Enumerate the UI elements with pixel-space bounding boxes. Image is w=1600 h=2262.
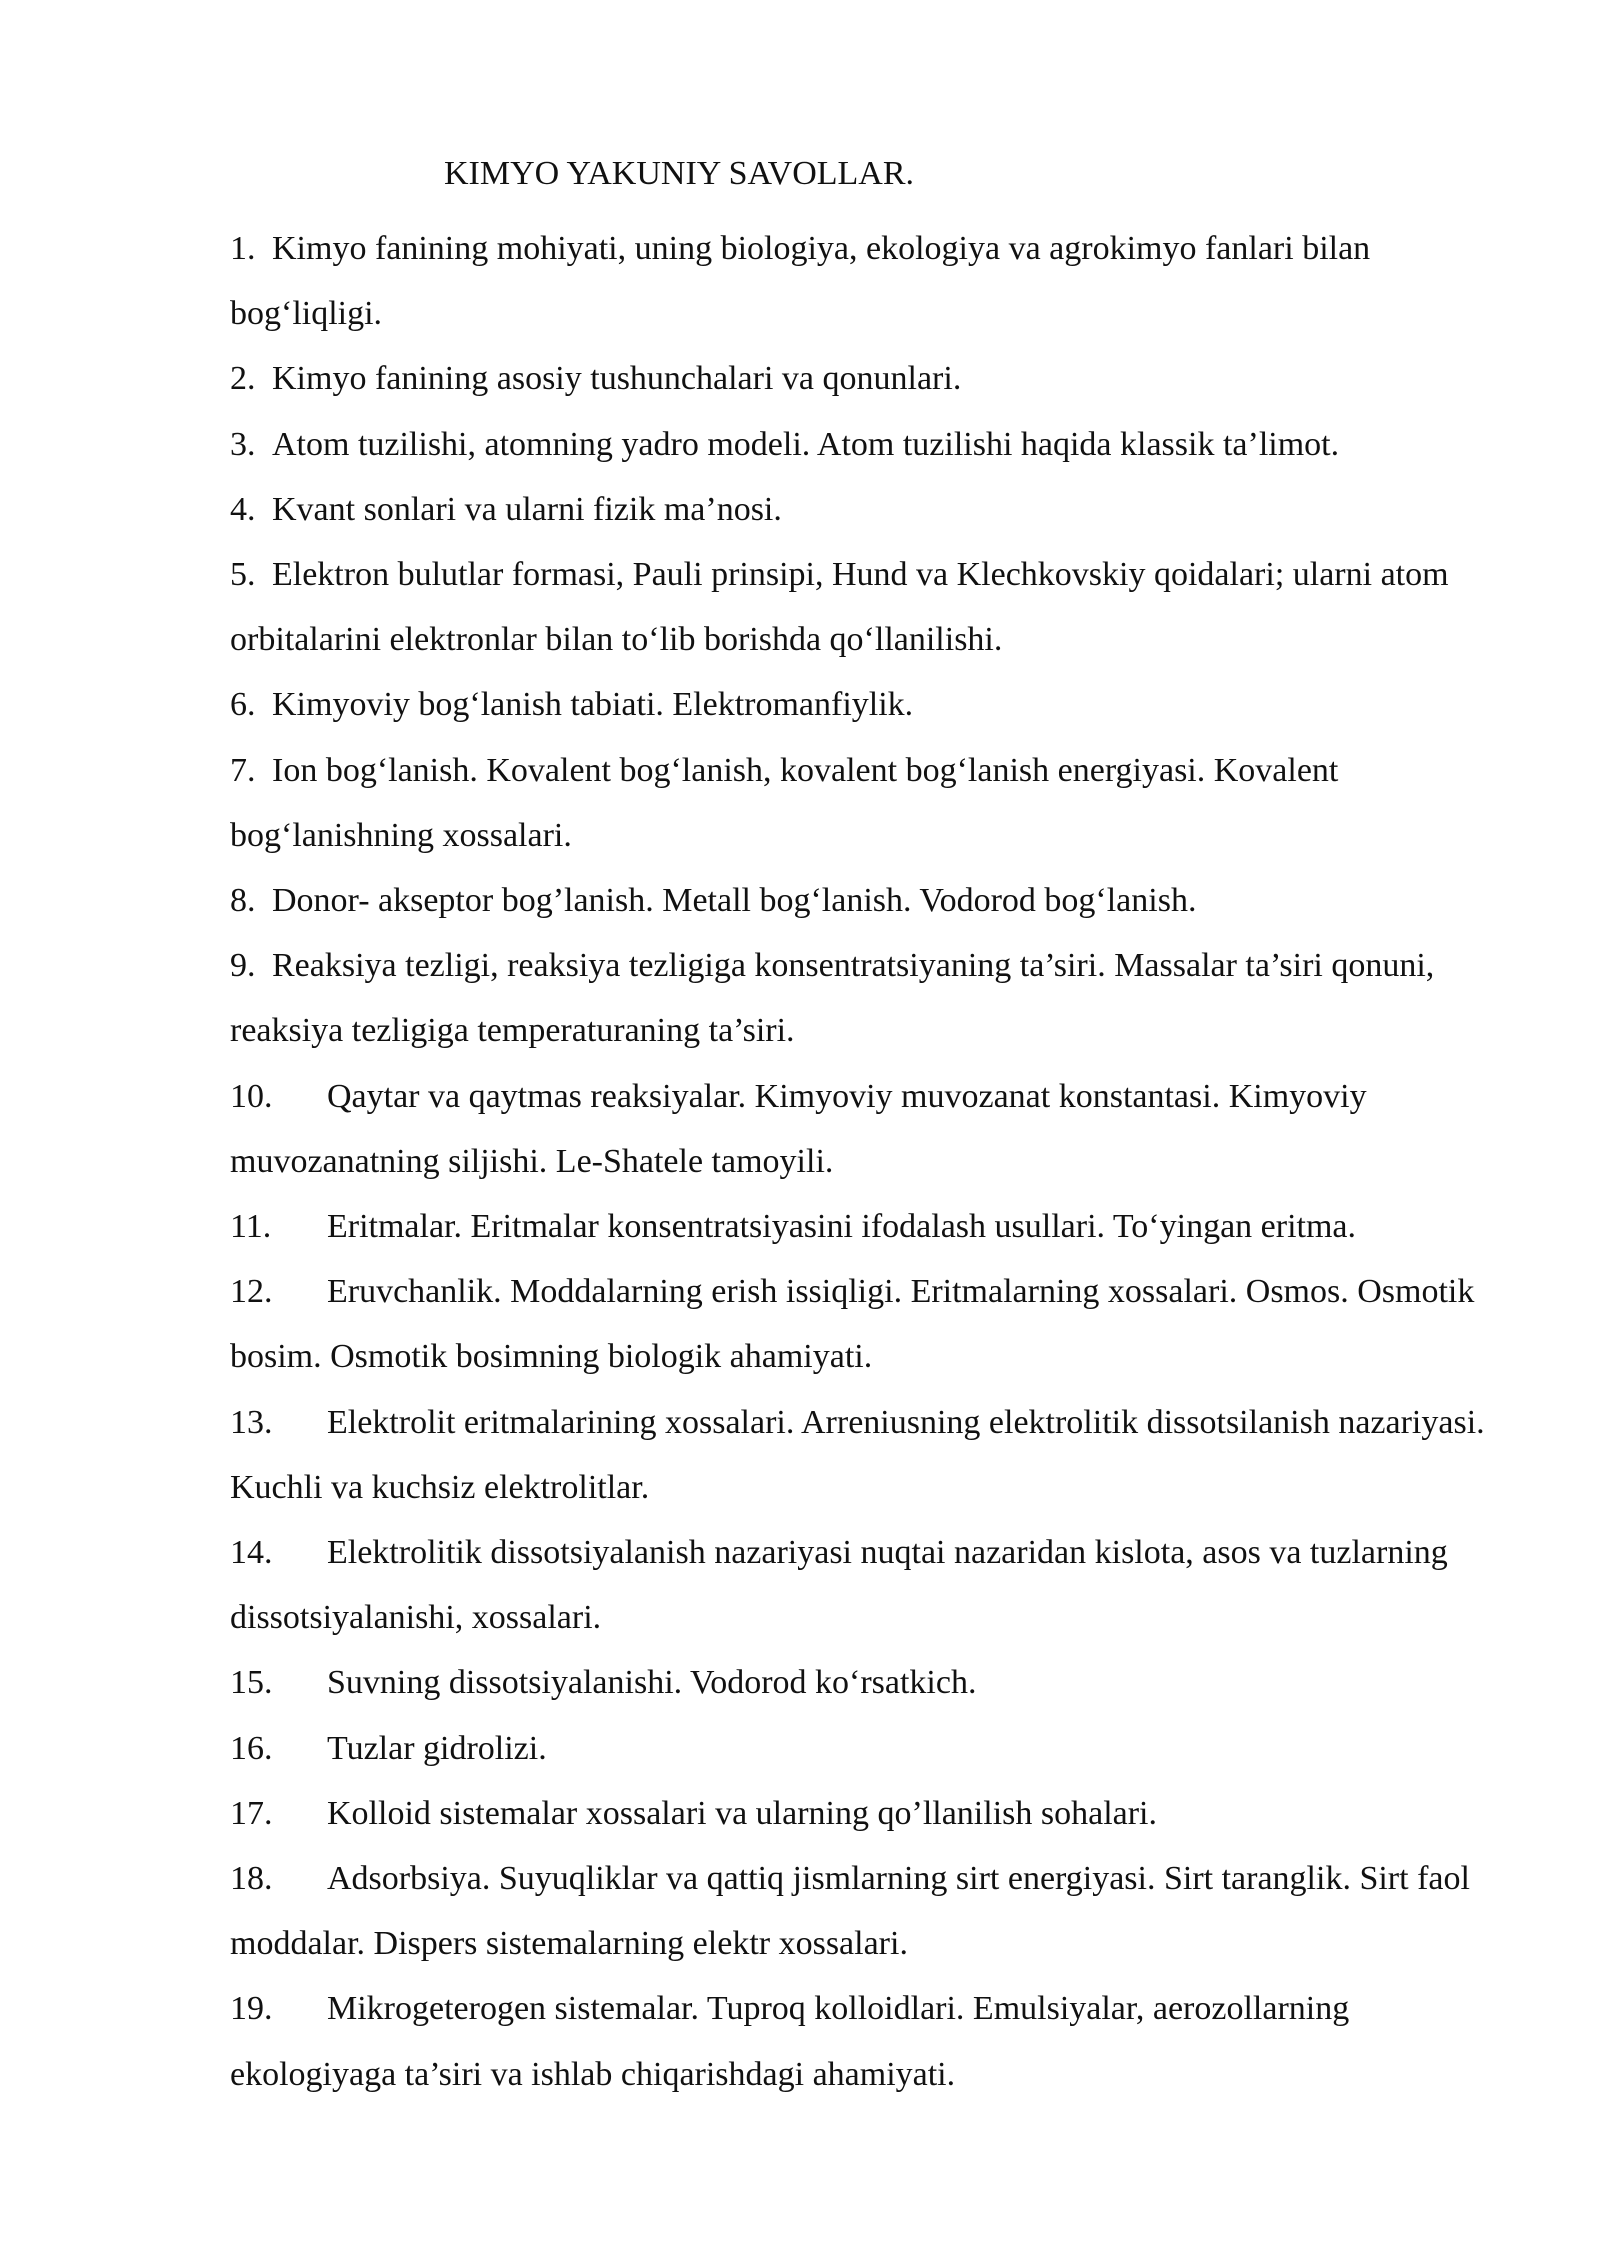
- question-number: 3.: [230, 425, 256, 463]
- question-text: Atom tuzilishi, atomning yadro modeli. Atom tuzilishi haqida klassik ta’limot.: [272, 425, 1340, 463]
- question-number: 9.: [230, 947, 256, 985]
- question-text: Qaytar va qaytmas reaksiyalar. Kimyoviy muvozanat konstantasi. Kimyoviy muvozanatning siljishi. Le-Shatele tamoyili.: [230, 1077, 1367, 1180]
- question-text: Adsorbsiya. Suyuqliklar va qattiq jismlarning sirt energiyasi. Sirt taranglik. Sirt faol moddalar. Dispers sistemalarning elektr xossalari.: [230, 1860, 1470, 1963]
- question-number: 6.: [230, 686, 256, 724]
- question-item: [230, 933, 1510, 1063]
- question-item: [230, 1194, 1510, 1259]
- question-item: [230, 1781, 1510, 1846]
- question-number: 19.: [230, 1990, 273, 2028]
- document-title: KIMYO YAKUNIY SAVOLLAR.: [444, 155, 915, 192]
- question-text: Tuzlar gidrolizi.: [327, 1729, 547, 1767]
- question-text: Mikrogeterogen sistemalar. Tuproq kolloidlari. Emulsiyalar, aerozollarning ekologiyaga ta’siri va ishlab chiqarishdagi ahamiyati.: [230, 1990, 1350, 2093]
- question-text: Kimyo fanining asosiy tushunchalari va qonunlari.: [272, 360, 962, 398]
- question-text: Elektrolitik dissotsiyalanish nazariyasi nuqtai nazaridan kislota, asos va tuzlarning dissotsiyalanishi, xossalari.: [230, 1534, 1448, 1637]
- question-text: Kimyo fanining mohiyati, uning biologiya, ekologiya va agrokimyo fanlari bilan bog‘liqligi.: [230, 230, 1371, 333]
- question-item: [230, 412, 1510, 477]
- question-number: 13.: [230, 1403, 273, 1441]
- question-item: [230, 1064, 1510, 1194]
- question-text: Kimyoviy bog‘lanish tabiati. Elektromanfiylik.: [272, 686, 914, 724]
- question-text: Elektron bulutlar formasi, Pauli prinsipi, Hund va Klechkovskiy qoidalari; ularni atom orbitalarini elektronlar bilan to‘lib borishda qo‘llanilishi.: [230, 556, 1449, 659]
- question-number: 14.: [230, 1534, 273, 1572]
- question-number: 16.: [230, 1729, 273, 1767]
- question-item: [230, 346, 1510, 411]
- question-item: [230, 1390, 1510, 1520]
- question-item: [230, 1846, 1510, 1976]
- question-item: [230, 477, 1510, 542]
- question-item: [230, 1976, 1510, 2106]
- question-list: [230, 216, 1510, 2107]
- question-number: 4.: [230, 490, 256, 528]
- question-text: Donor- akseptor bog’lanish. Metall bog‘lanish. Vodorod bog‘lanish.: [272, 882, 1197, 920]
- question-item: [230, 1650, 1510, 1715]
- question-text: Eritmalar. Eritmalar konsentratsiyasini ifodalash usullari. To‘yingan eritma.: [327, 1208, 1356, 1246]
- question-text: Reaksiya tezligi, reaksiya tezligiga konsentratsiyaning ta’siri. Massalar ta’siri qonuni, reaksiya tezligiga temperaturaning ta’siri.: [230, 947, 1435, 1050]
- question-number: 17.: [230, 1794, 273, 1832]
- question-number: 7.: [230, 751, 256, 789]
- question-item: [230, 1716, 1510, 1781]
- question-number: 8.: [230, 882, 256, 920]
- question-item: [230, 542, 1510, 672]
- question-item: [230, 216, 1510, 346]
- question-text: Kolloid sistemalar xossalari va ularning qo’llanilish sohalari.: [327, 1794, 1157, 1832]
- question-number: 5.: [230, 556, 256, 594]
- question-text: Kvant sonlari va ularni fizik ma’nosi.: [272, 490, 782, 528]
- question-item: [230, 1259, 1510, 1389]
- question-number: 12.: [230, 1273, 273, 1311]
- question-text: Eruvchanlik. Moddalarning erish issiqligi. Eritmalarning xossalari. Osmos. Osmotik bosim. Osmotik bosimning biologik ahamiyati.: [230, 1273, 1475, 1376]
- question-number: 18.: [230, 1860, 273, 1898]
- question-item: [230, 868, 1510, 933]
- question-number: 15.: [230, 1664, 273, 1702]
- question-number: 1.: [230, 230, 256, 267]
- question-number: 11.: [230, 1208, 272, 1246]
- question-item: [230, 1520, 1510, 1650]
- question-item: [230, 672, 1510, 737]
- question-text: Elektrolit eritmalarining xossalari. Arreniusning elektrolitik dissotsilanish nazariyasi. Kuchli va kuchsiz elektrolitlar.: [230, 1403, 1485, 1506]
- question-text: Ion bog‘lanish. Kovalent bog‘lanish, kovalent bog‘lanish energiyasi. Kovalent bog‘lanishning xossalari.: [230, 751, 1339, 854]
- question-text: Suvning dissotsiyalanishi. Vodorod ko‘rsatkich.: [327, 1664, 977, 1702]
- question-number: 2.: [230, 360, 256, 398]
- question-item: [230, 738, 1510, 868]
- question-number: 10.: [230, 1077, 273, 1115]
